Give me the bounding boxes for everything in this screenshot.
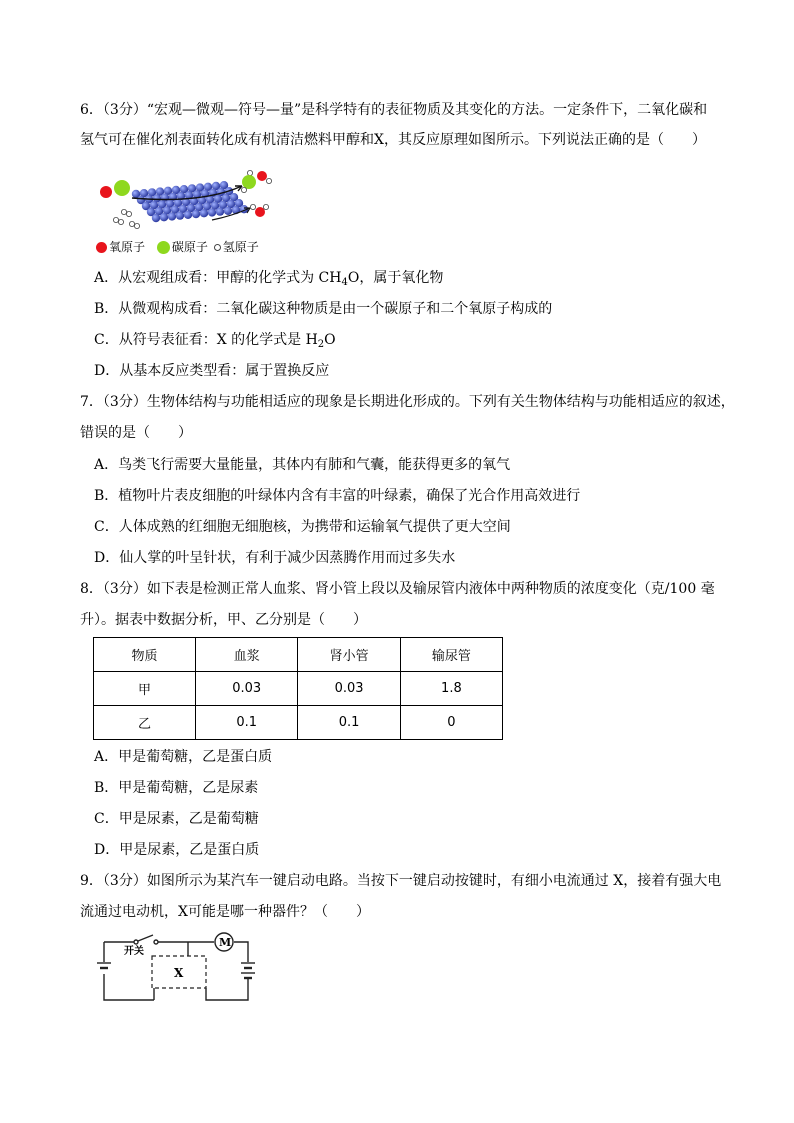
q7-option-b[interactable]: B．植物叶片表皮细胞的叶绿体内含有丰富的叶绿素，确保了光合作用高效进行 — [94, 488, 581, 504]
table-header-cell: 血浆 — [196, 638, 298, 672]
catalyst-sphere — [200, 209, 208, 217]
catalyst-sphere — [168, 212, 176, 220]
reactant-hydrogen-molecules — [113, 209, 139, 228]
table-header-cell: 物质 — [94, 638, 196, 672]
table-header-cell: 输尿管 — [400, 638, 502, 672]
table-cell: 甲 — [94, 672, 196, 706]
q7-stem-line2: 错误的是（ ） — [80, 425, 192, 441]
table-header-cell: 肾小管 — [298, 638, 400, 672]
q8-option-a[interactable]: A．甲是葡萄糖，乙是蛋白质 — [94, 749, 273, 765]
legend-carbon: 碳原子 — [171, 240, 208, 254]
q7-option-c[interactable]: C．人体成熟的红细胞无细胞核，为携带和运输氧气提供了更大空间 — [94, 519, 511, 535]
motor-label: M — [219, 936, 232, 949]
table-cell: 0.1 — [196, 706, 298, 740]
legend-hydrogen: 氢原子 — [222, 240, 259, 254]
q8-option-b[interactable]: B．甲是葡萄糖，乙是尿素 — [94, 780, 259, 796]
q9-stem-line1: 9．（3分）如图所示为某汽车一键启动电路。当按下一键启动按键时，有细小电流通过 X，接着有强大电 — [80, 873, 722, 889]
q7-option-d[interactable]: D．仙人掌的叶呈针状，有利于减少因蒸腾作用而过多失水 — [94, 550, 456, 566]
switch-label: 开关 — [124, 946, 144, 957]
product-methanol-molecule — [241, 170, 271, 192]
catalyst-sphere — [160, 213, 168, 221]
q8-stem-line1: 8．（3分）如下表是检测正常人血浆、肾小管上段以及输尿管内液体中两种物质的浓度变化（克/100 毫 — [80, 581, 715, 597]
q6-option-b[interactable]: B．从微观构成看：二氧化碳这种物质是由一个碳原子和二个氧原子构成的 — [94, 301, 553, 317]
concentration-table — [93, 637, 503, 740]
catalyst-sphere — [184, 211, 192, 219]
q8-option-d[interactable]: D．甲是尿素，乙是蛋白质 — [94, 842, 260, 858]
q6-option-c[interactable]: C．从符号表征看：X 的化学式是 $H_2O$ — [94, 332, 336, 350]
motor-icon — [215, 933, 233, 951]
legend-oxygen: 氧原子 — [109, 240, 146, 254]
catalyst-sphere — [216, 207, 224, 215]
q8-option-c[interactable]: C．甲是尿素，乙是葡萄糖 — [94, 811, 259, 827]
x-component-label: X — [174, 966, 184, 980]
reaction-diagram — [92, 164, 292, 236]
table-row — [94, 672, 503, 706]
table-cell: 0.03 — [298, 672, 400, 706]
catalyst-sphere — [224, 207, 232, 215]
q6-stem-line2: 氢气可在催化剂表面转化成有机清洁燃料甲醇和X，其反应原理如图所示。下列说法正确的是（ ） — [80, 132, 706, 148]
q7-stem-line1: 7．（3分）生物体结构与功能相适应的现象是长期进化形成的。下列有关生物体结构与功能相适应的叙述， — [80, 394, 735, 410]
q6-option-d[interactable]: D．从基本反应类型看：属于置换反应 — [94, 363, 330, 379]
reactant-oxygen-atom — [100, 186, 112, 198]
q7-option-a[interactable]: A．鸟类飞行需要大量能量，其体内有肺和气囊，能获得更多的氧气 — [94, 457, 511, 473]
catalyst-sphere — [152, 214, 160, 222]
switch-icon — [134, 935, 158, 944]
q6-option-a[interactable]: A．从宏观组成看：甲醇的化学式为 $CH_4O$，属于氧化物 — [94, 270, 444, 288]
q8-stem-line2: 升）。据表中数据分析，甲、乙分别是（ ） — [80, 612, 367, 628]
table-cell: 1.8 — [400, 672, 502, 706]
table-cell: 0.03 — [196, 672, 298, 706]
q9-stem-line2: 流通过电动机，X可能是哪一种器件？（ ） — [80, 904, 370, 920]
table-cell: 0.1 — [298, 706, 400, 740]
battery-icon — [97, 963, 111, 968]
product-water-molecule — [250, 204, 268, 217]
reactant-carbon-atom — [114, 180, 130, 196]
hydrogen-atom-icon — [214, 244, 221, 251]
table-header-row — [94, 638, 503, 672]
q6-stem-line1: 6．（3分）“宏观—微观—符号—量”是科学特有的表征物质及其变化的方法。一定条件下，二氧化碳和 — [80, 102, 708, 118]
carbon-atom-icon — [157, 241, 170, 254]
table-cell: 乙 — [94, 706, 196, 740]
catalyst-sphere — [176, 211, 184, 219]
catalyst-surface — [132, 181, 248, 222]
table-row — [94, 706, 503, 740]
circuit-diagram — [96, 932, 268, 1006]
atom-legend — [96, 237, 259, 257]
catalyst-sphere — [208, 208, 216, 216]
battery-icon — [241, 963, 255, 978]
table-cell: 0 — [400, 706, 502, 740]
catalyst-sphere — [192, 210, 200, 218]
oxygen-atom-icon — [96, 242, 107, 253]
